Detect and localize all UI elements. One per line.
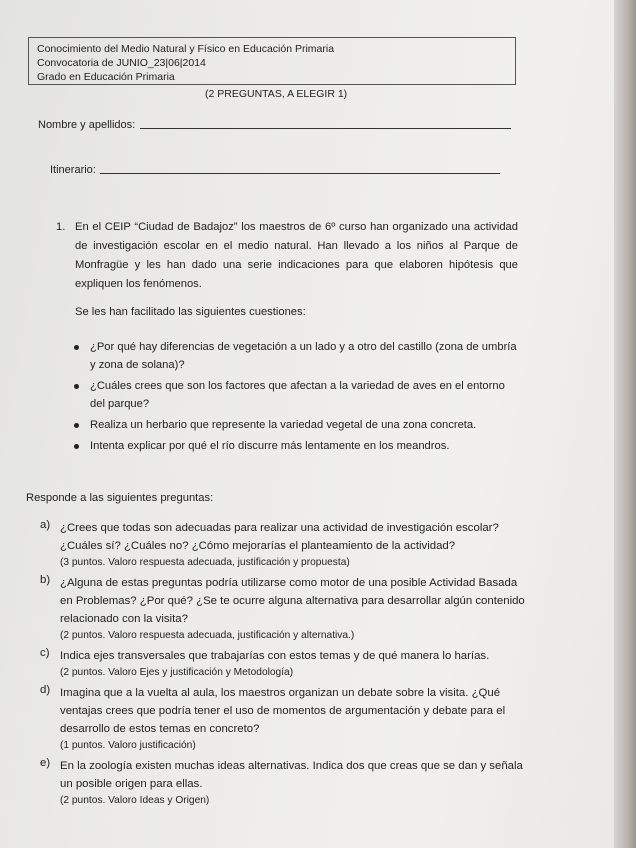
course-title: Conocimiento del Medio Natural y Físico en Educación Primaria <box>37 43 335 55</box>
item-label: e) <box>40 757 51 769</box>
name-line[interactable] <box>140 128 511 129</box>
item-points: (2 puntos. Valoro Ejes y justificación y Metodología) <box>60 667 294 678</box>
item-points: (2 puntos. Valoro Ideas y Origen) <box>60 795 210 806</box>
sub-question-c <box>40 647 532 681</box>
header-box <box>28 37 516 85</box>
item-label: b) <box>40 574 51 586</box>
list-item: ¿Por qué hay diferencias de vegetación a un lado y a otro del castillo (zona de umbría y zona de solana)? <box>90 338 520 374</box>
item-label: d) <box>40 684 51 696</box>
question-1 <box>56 218 518 294</box>
exam-session: Convocatoria de JUNIO_23|06|2014 <box>37 57 206 69</box>
page-edge-shadow <box>614 0 636 848</box>
item-points: (2 puntos. Valoro respuesta adecuada, justificación y alternativa.) <box>60 630 355 641</box>
sub-question-b <box>40 574 532 644</box>
degree-name: Grado en Educación Primaria <box>37 71 175 83</box>
sub-questions <box>40 519 532 812</box>
item-text: En la zoología existen muchas ideas alternativas. Indica dos que creas que se dan y señala un posible origen para ellas. <box>60 760 523 790</box>
sub-question-d <box>40 684 532 754</box>
item-text: ¿Crees que todas son adecuadas para realizar una actividad de investigación escolar? ¿Cuáles sí? ¿Cuáles no? ¿Cómo mejorarías el planteamiento de la actividad? <box>60 522 499 552</box>
question-bullets <box>90 338 520 458</box>
questions-intro: Se les han facilitado las siguientes cuestiones: <box>75 306 306 318</box>
question-text: En el CEIP “Ciudad de Badajoz” los maestros de 6º curso han organizado una actividad de investigación escolar en el medio natural. Han llevado a los niños al Parque de Monfragüe y les han dado una serie indicaciones para que elaboren hipótesis que expliquen los fenómenos. <box>75 221 518 290</box>
item-text: Imagina que a la vuelta al aula, los maestros organizan un debate sobre la visita. ¿Qué ventajas crees que podría tener el uso de momentos de argumentación y debate para el desarrollo de estos temas en concreto? <box>60 687 506 735</box>
respond-heading: Responde a las siguientes preguntas: <box>26 492 214 504</box>
itinerary-line[interactable] <box>100 173 500 174</box>
list-item: Intenta explicar por qué el río discurre más lentamente en los meandros. <box>90 437 520 455</box>
sub-question-e <box>40 757 532 809</box>
item-text: ¿Alguna de estas preguntas podría utilizarse como motor de una posible Actividad Basada en Problemas? ¿Por qué? ¿Se te ocurre alguna alternativa para desarrollar algún contenido relacionado con la visita? <box>60 577 525 625</box>
item-points: (1 puntos. Valoro justificación) <box>60 740 196 751</box>
item-points: (3 puntos. Valoro respuesta adecuada, justificación y propuesta) <box>60 557 350 568</box>
item-label: c) <box>40 647 50 659</box>
itinerary-label: Itinerario: <box>50 164 96 176</box>
item-text: Indica ejes transversales que trabajarías con estos temas y de qué manera lo harías. <box>60 650 490 662</box>
list-item: Realiza un herbario que represente la variedad vegetal de una zona concreta. <box>90 416 520 434</box>
question-number: 1. <box>56 221 66 233</box>
item-label: a) <box>40 519 51 531</box>
sub-question-a <box>40 519 532 571</box>
instructions: (2 PREGUNTAS, A ELEGIR 1) <box>205 88 348 100</box>
list-item: ¿Cuáles crees que son los factores que afectan a la variedad de aves en el entorno del parque? <box>90 377 520 413</box>
name-label: Nombre y apellidos: <box>38 119 136 131</box>
